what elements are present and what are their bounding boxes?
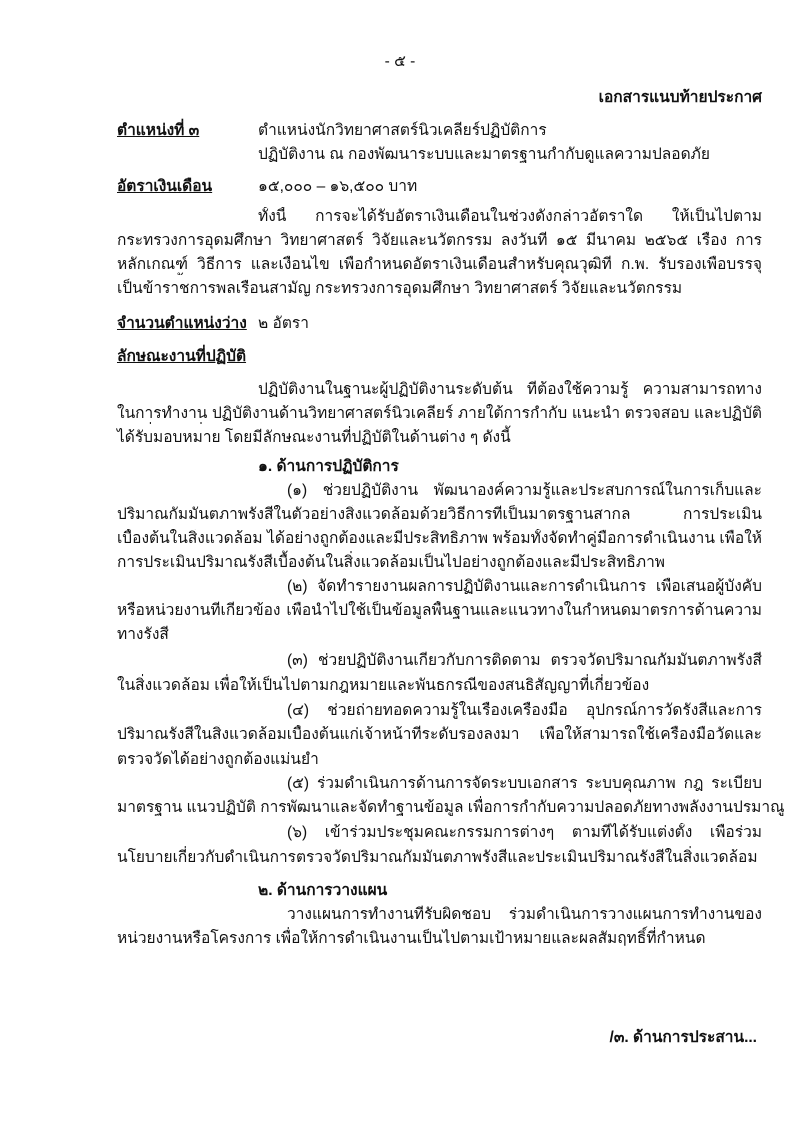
duty-line: (๔) ช่วยถ่ายทอดความรู้ในเรื่องเครื่องมือ อุปกรณ์การวัดรังสีและการ	[287, 702, 762, 719]
section2-line: วางแผนการทำงานที่รับผิดชอบ ร่วมดำเนินการวางแผนการทำงานของ	[287, 906, 762, 923]
salary-note-line: เป็นข้าราชการพลเรือนสามัญ กระทรวงการอุดมศึกษา วิทยาศาสตร์ วิจัยและนวัตกรรม	[117, 280, 683, 297]
duty-line: มาตรฐาน แนวปฏิบัติ การพัฒนาและจัดทำฐานข้อมูล เพื่อการกำกับความปลอดภัยทางพลังงานปรมาณู	[117, 799, 785, 816]
duty-line: ตรวจวัดได้อย่างถูกต้องแม่นยำ	[117, 751, 319, 768]
position-title: ตำแหน่งนักวิทยาศาสตร์นิวเคลียร์ปฏิบัติการ	[258, 122, 547, 139]
duty-line: (๓) ช่วยปฏิบัติงานเกี่ยวกับการติดตาม ตรวจวัดปริมาณกัมมันตภาพรังสี	[287, 652, 762, 669]
position-workplace: ปฏิบัติงาน ณ กองพัฒนาระบบและมาตรฐานกำกับดูแลความปลอดภัย	[258, 146, 710, 163]
vacancies-value: ๒ อัตรา	[258, 315, 309, 332]
duty-line: ทางรังสี	[117, 626, 169, 643]
page-number: - ๕ -	[384, 53, 416, 70]
duty-line: (๒) จัดทำรายงานผลการปฏิบัติงานและการดำเนินการ เพื่อเสนอผู้บังคับ	[287, 578, 762, 595]
salary-value: ๑๕,๐๐๐ – ๑๖,๕๐๐ บาท	[258, 178, 418, 195]
continuation-note: /๓. ด้านการประสาน...	[609, 1029, 757, 1046]
duty-line: ในสิ่งแวดล้อม เพื่อให้เป็นไปตามกฎหมายและพันธกรณีของสนธิสัญญาที่เกี่ยวข้อง	[117, 677, 650, 694]
duty-line: ปริมาณรังสีในสิ่งแวดล้อมเบื้องต้นแก่เจ้าหน้าที่ระดับรองลงมา เพื่อให้สามารถใช้เครื่องมือวัดและ	[117, 726, 762, 743]
salary-label: อัตราเงินเดือน	[117, 178, 213, 195]
duty-line: หรือหน่วยงานที่เกี่ยวข้อง เพื่อนำไปใช้เป็นข้อมูลพื้นฐานและแนวทางในกำหนดมาตรการด้านความ	[117, 602, 762, 619]
duty-line: นโยบายเกี่ยวกับดำเนินการตรวจวัดปริมาณกัมมันตภาพรังสีและประเมินปริมาณรังสีในสิ่งแวดล้อม	[117, 849, 758, 866]
duties-label: ลักษณะงานที่ปฏิบัติ	[117, 348, 247, 365]
duty-line: เบื้องต้นในสิ่งแวดล้อม ได้อย่างถูกต้องและมีประสิทธิภาพ พร้อมทั้งจัดทำคู่มือการดำเนินงาน เพื่อให้	[117, 530, 762, 547]
section1-title: ๑. ด้านการปฏิบัติการ	[258, 458, 399, 475]
section2-title: ๒. ด้านการวางแผน	[258, 882, 388, 899]
duty-line: ปริมาณกัมมันตภาพรังสีในตัวอย่างสิ่งแวดล้อมด้วยวิธีการที่เป็นมาตรฐานสากล การประเมิน	[117, 506, 762, 523]
position-label: ตำแหน่งที่ ๓	[117, 122, 200, 139]
salary-note-line: กระทรวงการอุดมศึกษา วิทยาศาสตร์ วิจัยและนวัตกรรม ลงวันที่ ๑๕ มีนาคม ๒๕๖๕ เรื่อง การ	[117, 232, 762, 249]
section2-line: หน่วยงานหรือโครงการ เพื่อให้การดำเนินงานเป็นไปตามเป้าหมายและผลสัมฤทธิ์ที่กำหนด	[117, 930, 706, 947]
duty-line: (๖) เข้าร่วมประชุมคณะกรรมการต่างๆ ตามที่ได้รับแต่งตั้ง เพื่อร่วม	[287, 824, 762, 841]
document-header: เอกสารแนบท้ายประกาศ	[598, 89, 762, 106]
salary-note-line: ทั้งนี้ การจะได้รับอัตราเงินเดือนในช่วงดังกล่าวอัตราใด ให้เป็นไปตาม	[258, 208, 762, 225]
duty-line: การประเมินปริมาณรังสีเบื้องต้นในสิ่งแวดล้อมเป็นไปอย่างถูกต้องและมีประสิทธิภาพ	[117, 554, 666, 571]
vacancies-label: จำนวนตำแหน่งว่าง	[117, 315, 247, 332]
duties-intro-line: ในการทำงาน ปฏิบัติงานด้านวิทยาศาสตร์นิวเคลียร์ ภายใต้การกำกับ แนะนำ ตรวจสอบ และปฏิบัติ	[117, 405, 762, 422]
duty-line: (๑) ช่วยปฏิบัติงาน พัฒนาองค์ความรู้และประสบการณ์ในการเก็บและ	[287, 482, 762, 499]
duties-intro-line: ได้รับมอบหมาย โดยมีลักษณะงานที่ปฏิบัติในด้านต่าง ๆ ดังนี้	[117, 429, 511, 446]
duties-intro-line: ปฏิบัติงานในฐานะผู้ปฏิบัติงานระดับต้น ที่ต้องใช้ความรู้ ความสามารถทาง	[258, 381, 762, 398]
salary-note-line: หลักเกณฑ์ วิธีการ และเงื่อนไข เพื่อกำหนดอัตราเงินเดือนสำหรับคุณวุฒิที่ ก.พ. รับรองเพื่อบรรจุ	[117, 256, 762, 273]
duty-line: (๕) ร่วมดำเนินการด้านการจัดระบบเอกสาร ระบบคุณภาพ กฎ ระเบียบ	[287, 775, 762, 792]
